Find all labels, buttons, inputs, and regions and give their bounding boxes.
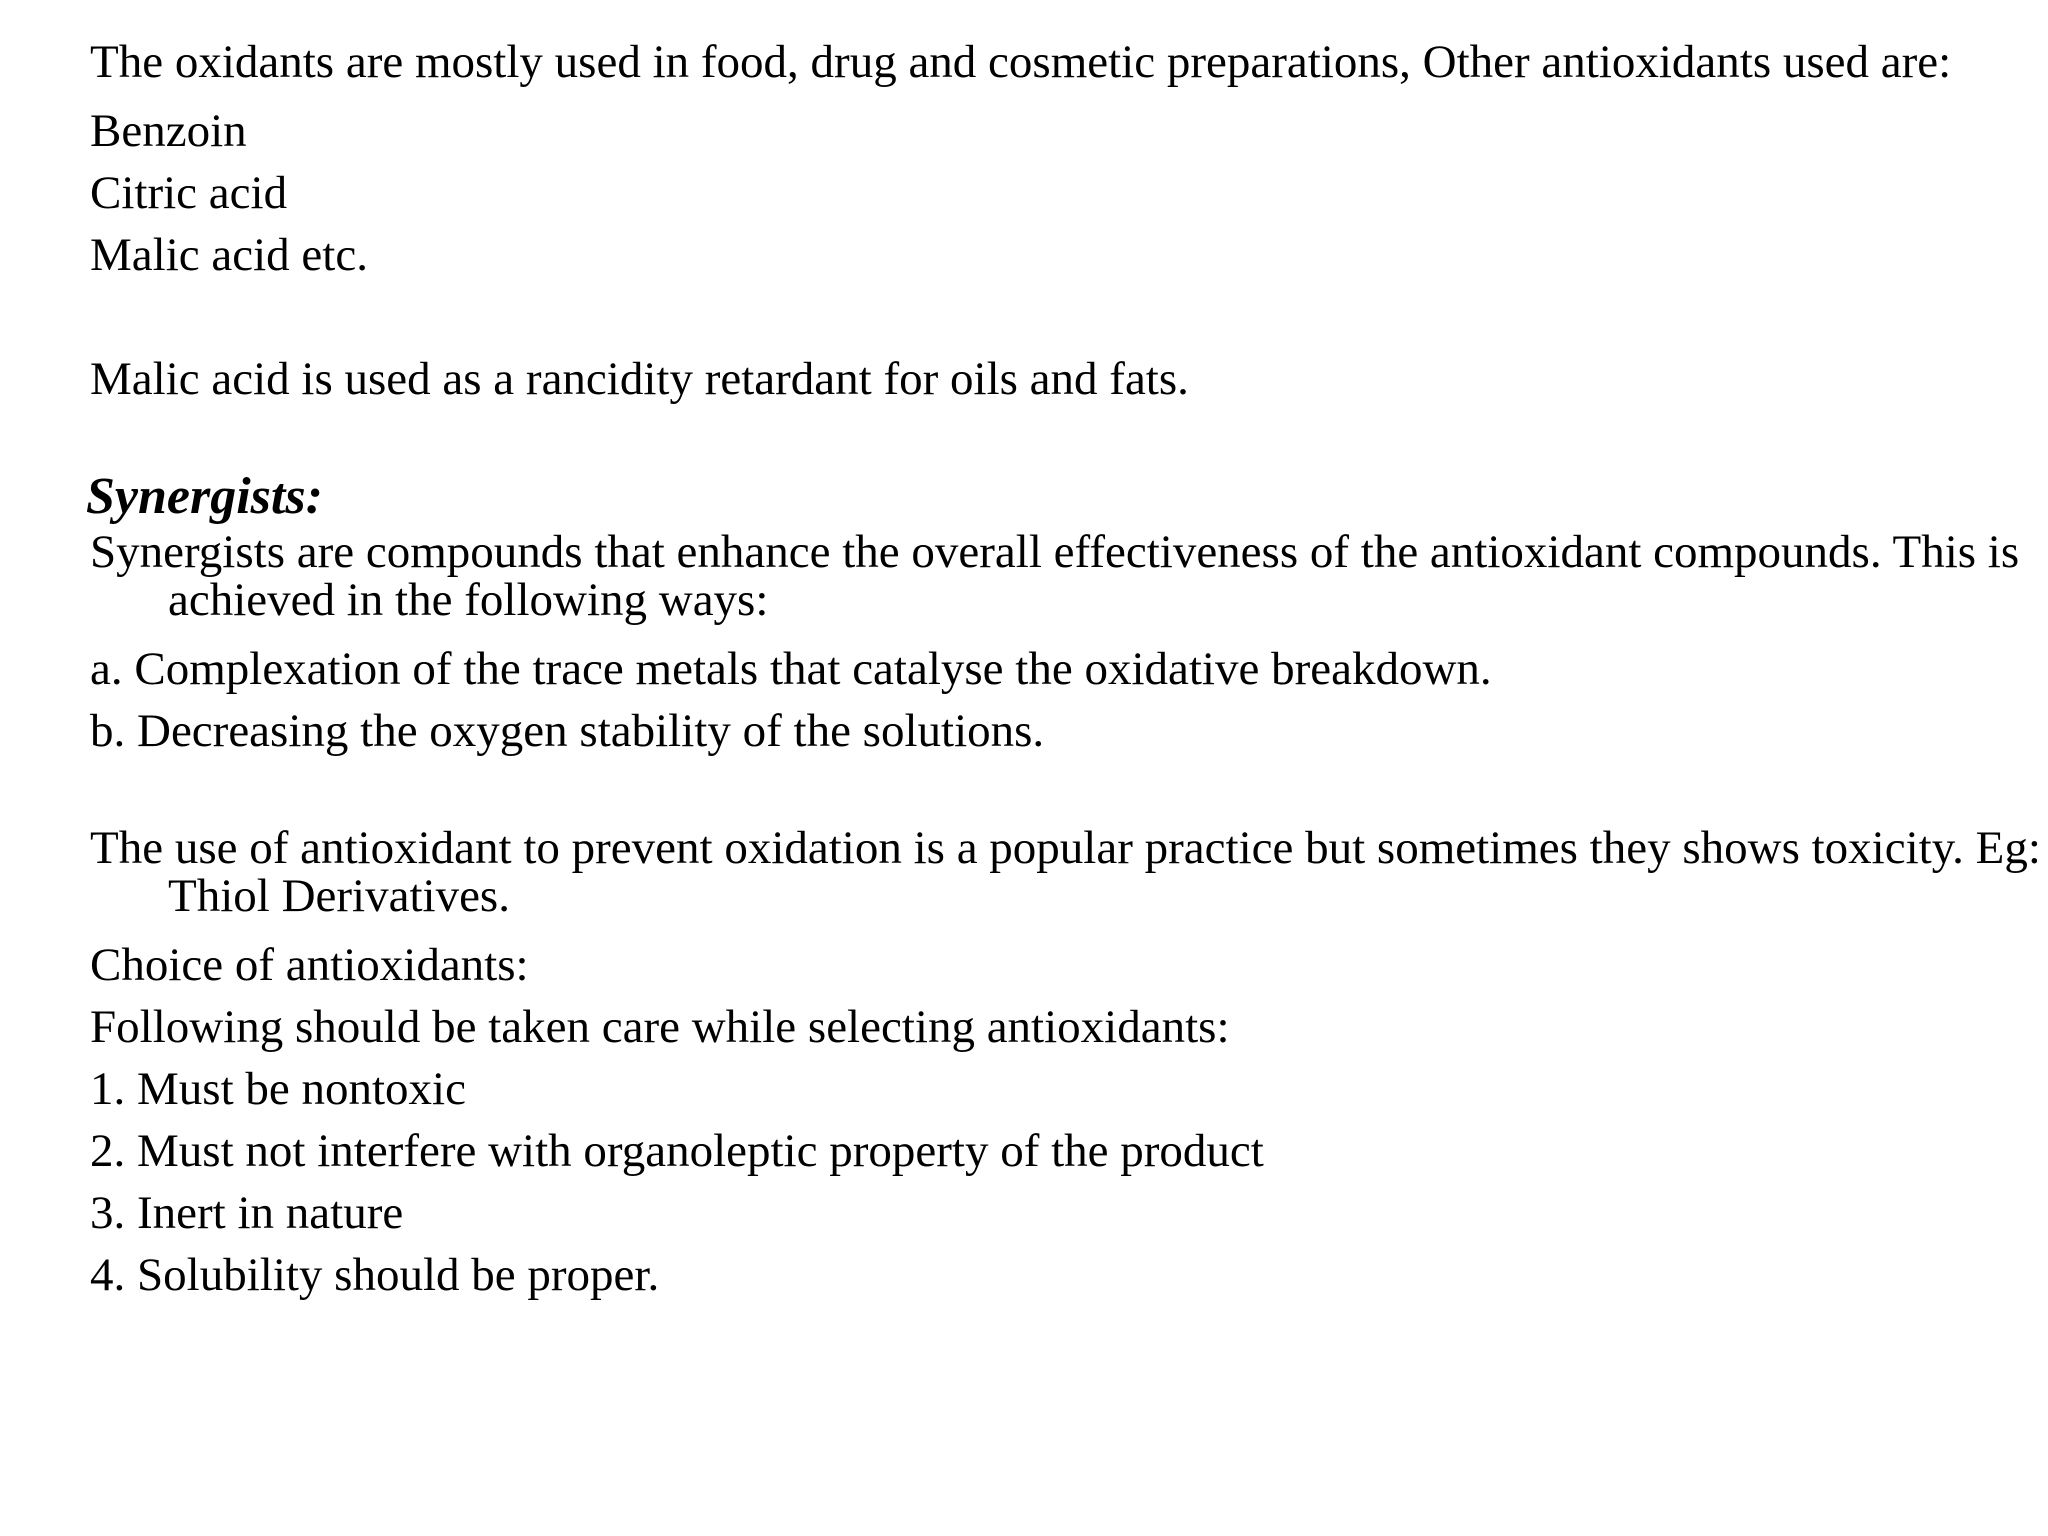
spacer: [90, 762, 1978, 824]
antioxidant-item-citric-acid: Citric acid: [90, 167, 288, 219]
synergist-way-a: a. Complexation of the trace metals that catalyse the oxidative breakdown.: [90, 643, 1492, 695]
criterion-4: 4. Solubility should be proper.: [90, 1249, 660, 1301]
antioxidant-item-benzoin: Benzoin: [90, 105, 247, 157]
criterion-1: 1. Must be nontoxic: [90, 1063, 466, 1115]
criterion-2: 2. Must not interfere with organoleptic property of the product: [90, 1125, 1264, 1177]
toxicity-note: The use of antioxidant to prevent oxidation is a popular practice but sometimes they shows toxicity. Eg: Thiol Derivatives.: [90, 822, 2041, 922]
synergists-description: Synergists are compounds that enhance the overall effectiveness of the antioxidant compounds. This is achieved in the following ways:: [90, 526, 2020, 626]
criterion-3: 3. Inert in nature: [90, 1187, 404, 1239]
choice-lead: Following should be taken care while selecting antioxidants:: [90, 1001, 1230, 1053]
antioxidant-item-malic-acid: Malic acid etc.: [90, 229, 368, 281]
synergists-heading: Synergists:: [86, 468, 323, 525]
spacer: [90, 410, 1978, 460]
malic-acid-note: Malic acid is used as a rancidity retardant for oils and fats.: [90, 353, 1189, 405]
synergist-way-b: b. Decreasing the oxygen stability of the solutions.: [90, 705, 1045, 757]
spacer: [90, 286, 1978, 348]
intro-paragraph: The oxidants are mostly used in food, drug and cosmetic preparations, Other antioxidants used are:: [90, 36, 1952, 88]
choice-title: Choice of antioxidants:: [90, 939, 529, 991]
